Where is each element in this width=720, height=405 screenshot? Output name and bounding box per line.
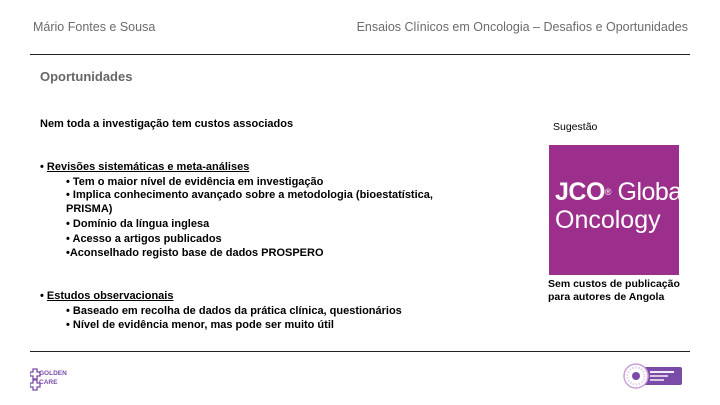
author-name: Mário Fontes e Sousa — [33, 20, 156, 34]
top-divider — [30, 54, 690, 55]
logo-jco-text: JCO — [555, 178, 605, 206]
list-item: • Tem o maior nível de evidência em investigação — [66, 176, 324, 188]
list-item: • Baseado em recolha de dados da prática clínica, questionários — [66, 305, 402, 317]
list-item: • Domínio da língua inglesa — [66, 218, 210, 230]
note-line: para autores de Angola — [548, 291, 665, 303]
publication-note — [548, 278, 680, 304]
seal-icon — [622, 362, 684, 390]
logo-line-1 — [555, 179, 687, 205]
golden-care-text: CARE — [39, 379, 58, 386]
list-item: • Nível de evidência menor, mas pode ser muito útil — [66, 319, 334, 331]
bullet-marker: • — [40, 290, 44, 302]
logo-oncology-text: Oncology — [555, 206, 661, 234]
note-line: Sem custos de publicação — [548, 278, 680, 290]
section-title: Oportunidades — [40, 69, 133, 84]
list-item: •Aconselhado registo base de dados PROSPERO — [66, 247, 324, 259]
intro-statement: Nem toda a investigação tem custos associados — [40, 118, 294, 130]
golden-care-logo — [30, 365, 70, 391]
list-item: • Implica conhecimento avançado sobre a metodologia (bioestatística, — [66, 189, 433, 201]
suggestion-label: Sugestão — [553, 121, 598, 133]
golden-care-text: GOLDEN — [39, 370, 67, 377]
logo-global-text: Global — [611, 178, 687, 206]
bullet-heading-observational-studies — [40, 289, 173, 304]
jco-global-oncology-logo — [549, 145, 687, 275]
heading-text: Estudos observacionais — [46, 290, 174, 302]
list-item: • Acesso a artigos publicados — [66, 233, 222, 245]
heading-text: Revisões sistemáticas e meta-análises — [46, 161, 250, 173]
bullet-marker: • — [40, 161, 44, 173]
registered-mark: ® — [604, 187, 612, 197]
list-item: PRISMA) — [66, 203, 113, 215]
partner-seal-logo — [622, 362, 684, 390]
bullet-heading-systematic-reviews — [40, 160, 249, 175]
bottom-divider — [30, 351, 690, 352]
presentation-title: Ensaios Clínicos em Oncologia – Desafios e Oportunidades — [356, 20, 688, 34]
